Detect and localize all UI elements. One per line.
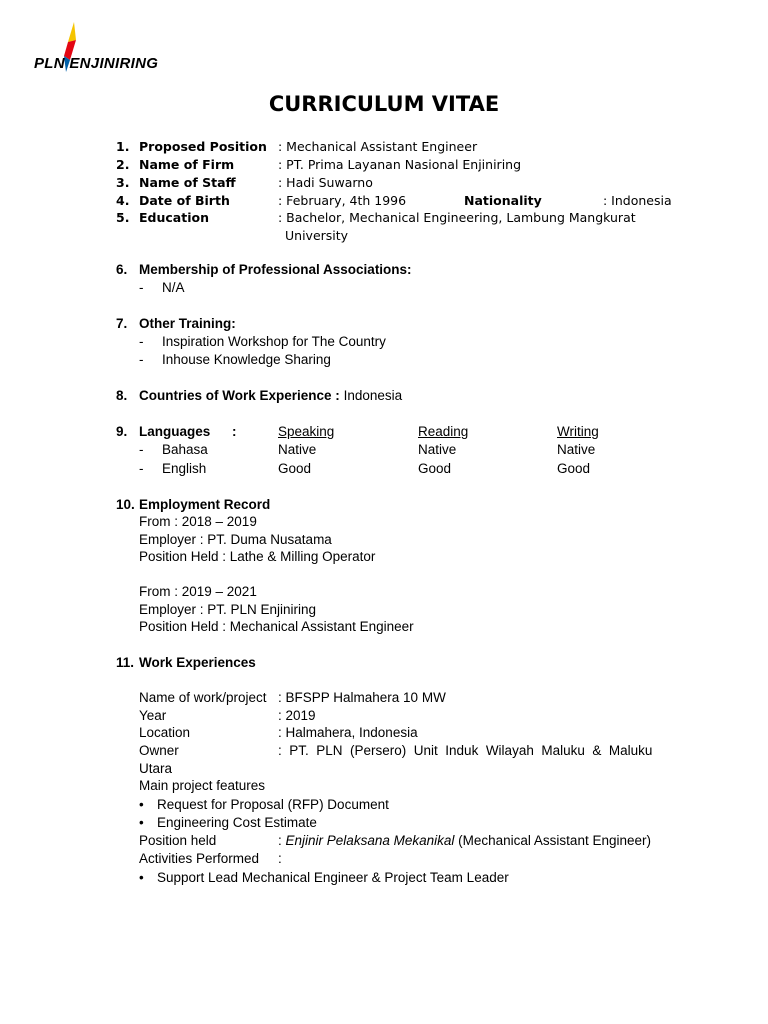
column-header-speaking: Speaking <box>278 424 335 439</box>
language-name: Bahasa <box>162 442 208 457</box>
nationality-label: Nationality <box>464 193 542 208</box>
field-value: : February, 4th 1996 <box>278 193 407 208</box>
employment-from: From : 2018 – 2019 <box>139 514 257 529</box>
column-header-reading: Reading <box>418 424 469 439</box>
field-label: Proposed Position <box>139 139 267 154</box>
field-label: Position held <box>139 833 217 848</box>
bullet-icon: • <box>139 815 144 830</box>
field-label: Name of Staff <box>139 175 236 190</box>
dash-marker: - <box>139 461 144 476</box>
features-label: Main project features <box>139 778 266 793</box>
language-reading: Good <box>418 461 452 476</box>
field-label: Activities Performed <box>139 851 260 866</box>
dash-marker: - <box>139 334 144 349</box>
section-heading: Work Experiences <box>139 655 256 670</box>
activities-colon: : <box>278 851 282 866</box>
item-number: 5. <box>116 210 130 225</box>
item-number: 7. <box>116 316 128 331</box>
field-value: : 2019 <box>278 708 316 723</box>
item-number: 10. <box>116 497 135 512</box>
employment-from: From : 2019 – 2021 <box>139 584 257 599</box>
page-title: CURRICULUM VITAE <box>268 92 500 116</box>
section-heading: Other Training: <box>139 316 236 331</box>
item-number: 1. <box>116 139 130 154</box>
language-name: English <box>162 461 207 476</box>
field-label: Owner <box>139 743 179 758</box>
language-writing: Good <box>557 461 591 476</box>
dash-marker: - <box>139 280 144 295</box>
field-value: : Mechanical Assistant Engineer <box>278 139 478 154</box>
field-label: Name of work/project <box>139 690 267 705</box>
field-label: Name of Firm <box>139 157 235 172</box>
field-value: : Halmahera, Indonesia <box>278 725 418 740</box>
employment-employer: Employer : PT. Duma Nusatama <box>139 532 332 547</box>
employment-position: Position Held : Lathe & Milling Operator <box>139 549 376 564</box>
owner-continuation: Utara <box>139 761 173 776</box>
language-speaking: Native <box>278 442 317 457</box>
list-item-text: Engineering Cost Estimate <box>157 815 317 830</box>
education-continuation: University <box>285 228 349 243</box>
logo-text: PLN ENJINIRING <box>34 55 159 72</box>
field-label: Year <box>139 708 167 723</box>
item-number: 2. <box>116 157 130 172</box>
field-value: : Hadi Suwarno <box>278 175 373 190</box>
section-heading: Employment Record <box>139 497 271 512</box>
position-rest: (Mechanical Assistant Engineer) <box>458 833 651 848</box>
section-heading: Languages <box>139 424 211 439</box>
field-label: Education <box>139 210 209 225</box>
section-heading: Membership of Professional Associations: <box>139 262 412 277</box>
countries-value: Indonesia <box>343 388 403 403</box>
item-number: 8. <box>116 388 128 403</box>
list-item-text: N/A <box>162 280 185 295</box>
list-item-text: Inspiration Workshop for The Country <box>162 334 386 349</box>
item-number: 6. <box>116 262 128 277</box>
employment-employer: Employer : PT. PLN Enjiniring <box>139 602 317 617</box>
item-number: 3. <box>116 175 130 190</box>
dash-marker: - <box>139 352 144 367</box>
nationality-value: : Indonesia <box>603 193 672 208</box>
section-heading: Countries of Work Experience : <box>139 388 340 403</box>
list-item-text: Support Lead Mechanical Engineer & Project Team Leader <box>157 870 509 885</box>
language-reading: Native <box>418 442 457 457</box>
item-number: 4. <box>116 193 130 208</box>
list-item-text: Request for Proposal (RFP) Document <box>157 797 389 812</box>
list-item-text: Inhouse Knowledge Sharing <box>162 352 331 367</box>
field-value: : PT. Prima Layanan Nasional Enjiniring <box>278 157 522 172</box>
field-label: Date of Birth <box>139 193 230 208</box>
field-value: : PT. PLN (Persero) Unit Induk Wilayah Maluku & Maluku <box>278 743 653 758</box>
employment-position: Position Held : Mechanical Assistant Engineer <box>139 619 414 634</box>
item-number: 9. <box>116 424 128 439</box>
dash-marker: - <box>139 442 144 457</box>
column-header-writing: Writing <box>557 424 599 439</box>
position-colon: : <box>278 833 282 848</box>
field-label: Location <box>139 725 191 740</box>
position-italic: Enjinir Pelaksana Mekanikal <box>285 833 455 848</box>
field-value: : BFSPP Halmahera 10 MW <box>278 690 446 705</box>
languages-colon: : <box>232 424 237 439</box>
bullet-icon: • <box>139 797 144 812</box>
field-value: : Bachelor, Mechanical Engineering, Lambung Mangkurat <box>278 210 636 225</box>
language-speaking: Good <box>278 461 312 476</box>
bullet-icon: • <box>139 870 144 885</box>
language-writing: Native <box>557 442 596 457</box>
item-number: 11. <box>116 655 135 670</box>
